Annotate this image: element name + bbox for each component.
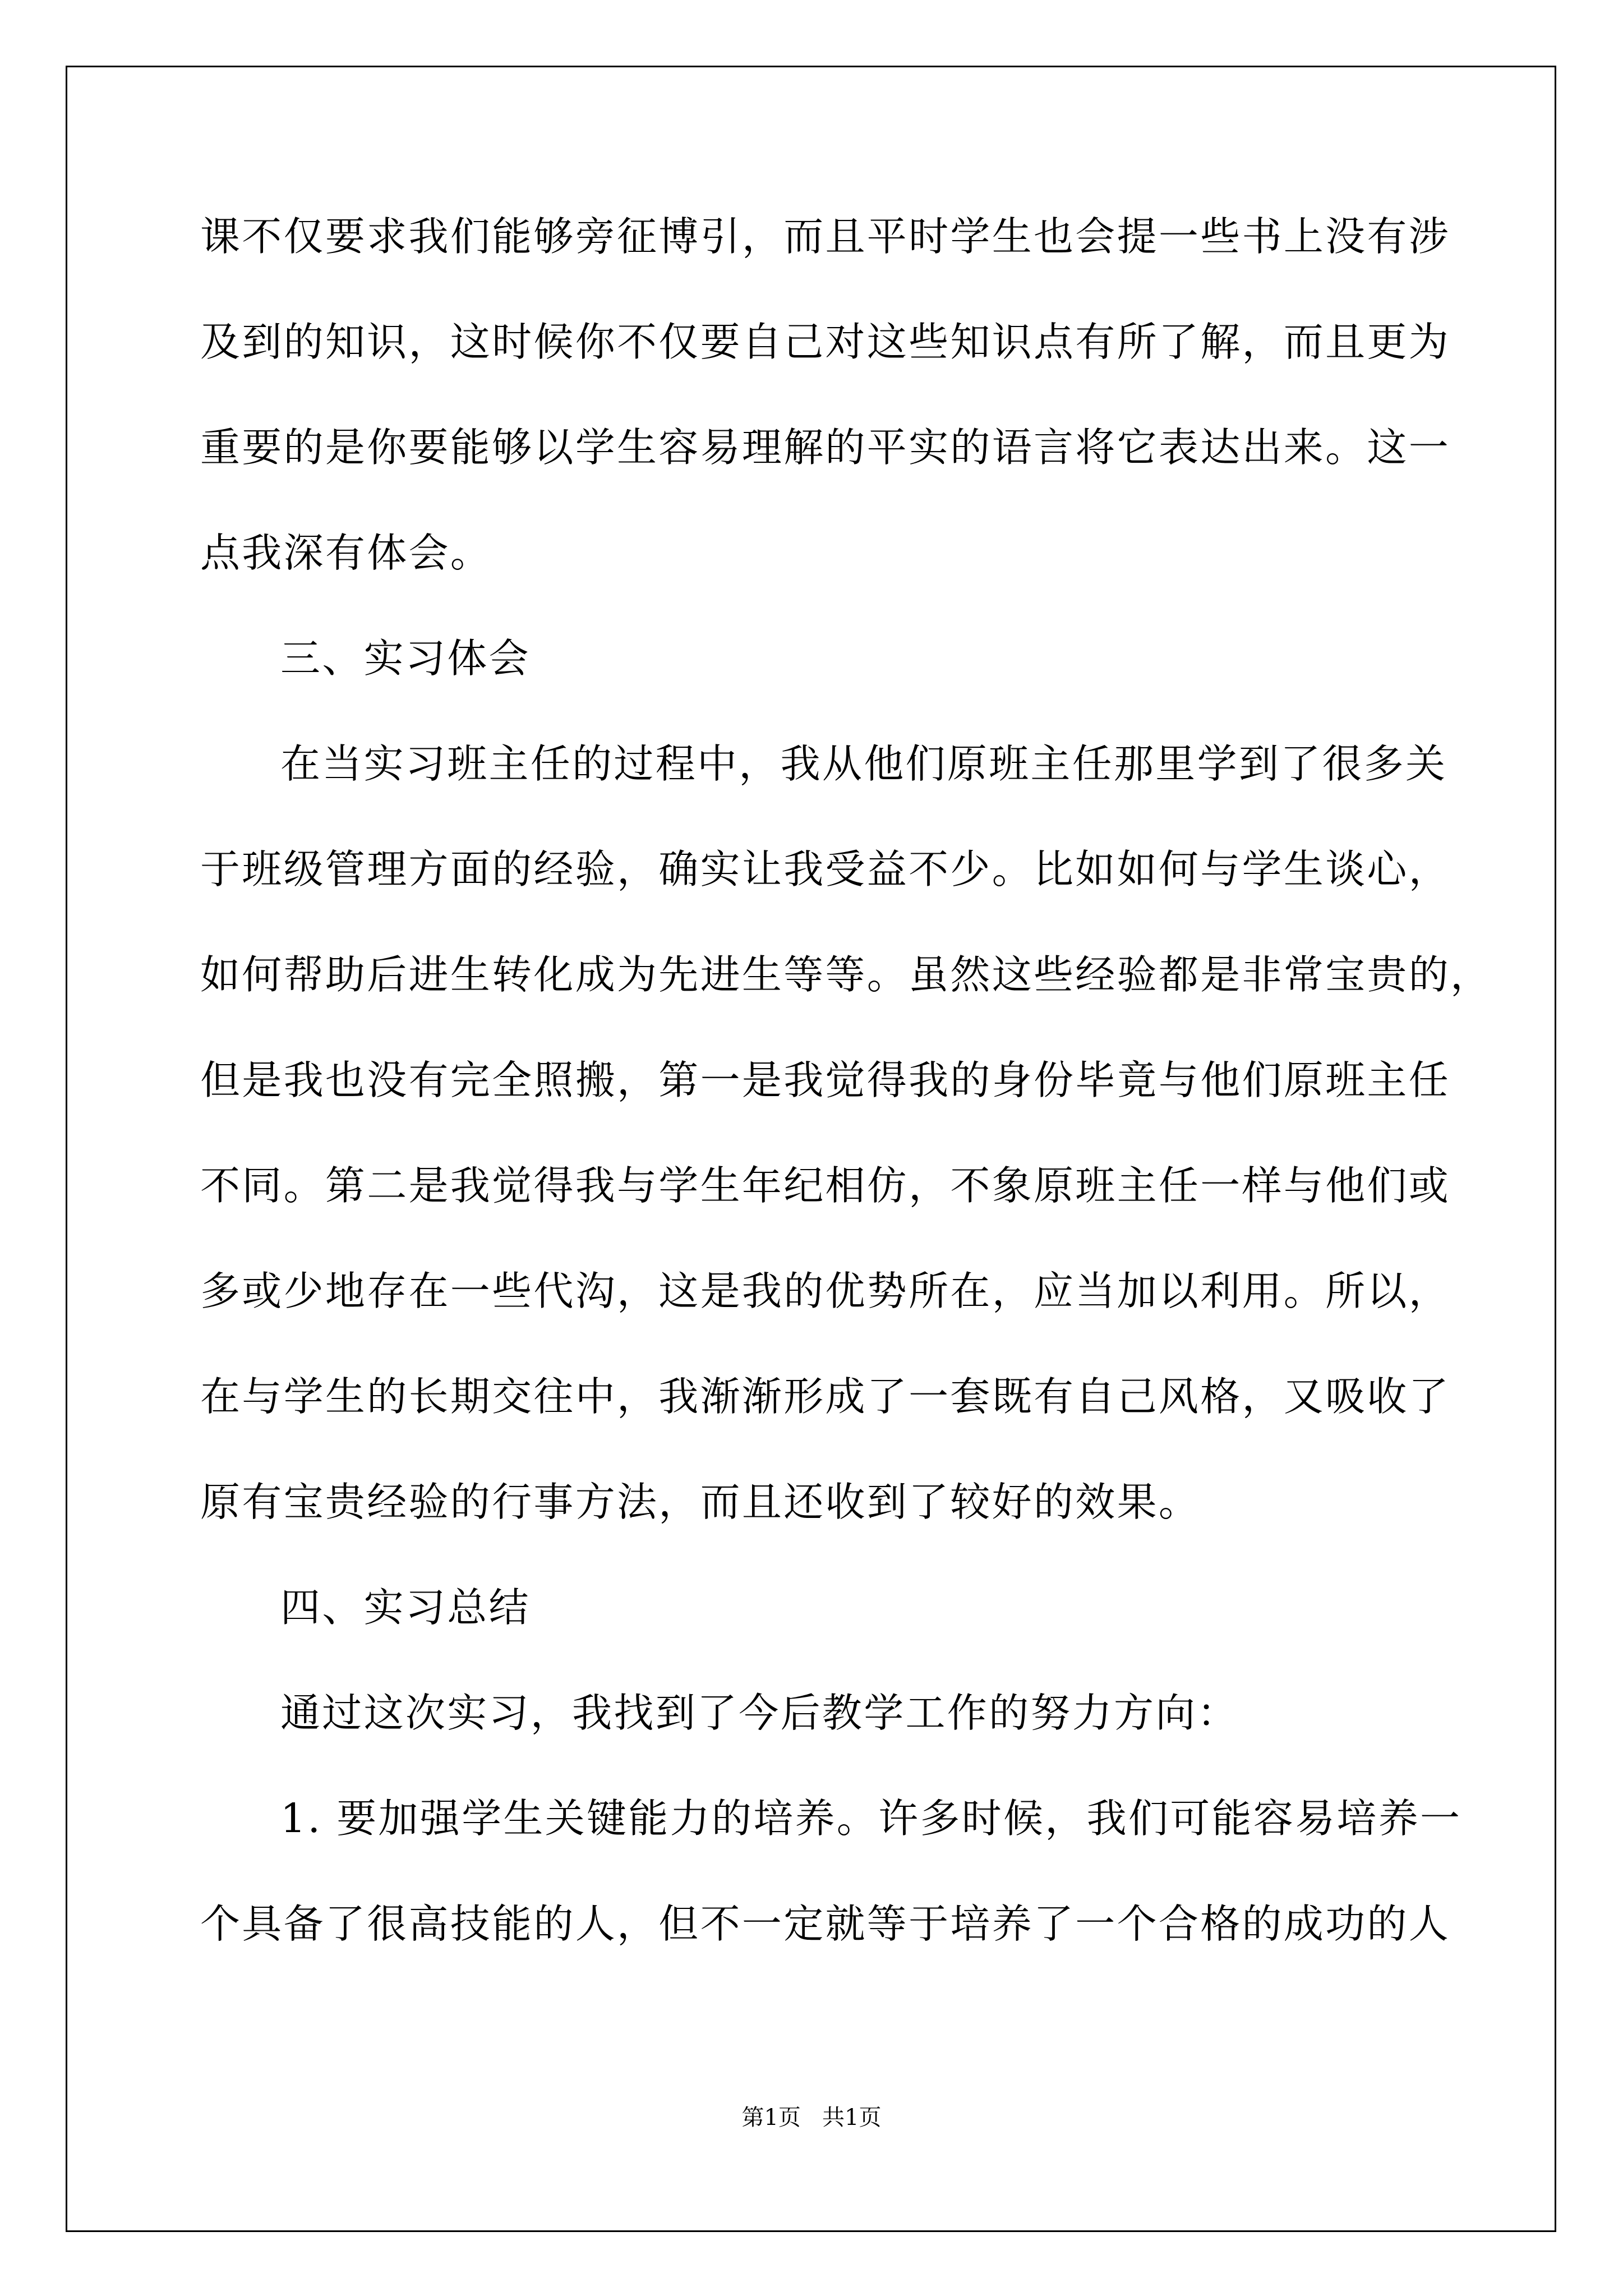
paragraph-line: 多或少地存在一些代沟，这是我的优势所在，应当加以利用。所以， — [200, 1268, 1451, 1314]
page-number-footer: 第1页 共1页 — [741, 2105, 882, 2131]
paragraph-line: 课不仅要求我们能够旁征博引，而且平时学生也会提一些书上没有涉 — [200, 213, 1451, 260]
paragraph-line: 通过这次实习，我找到了今后教学工作的努力方向： — [280, 1690, 1239, 1736]
paragraph-line: 但是我也没有完全照搬，第一是我觉得我的身份毕竟与他们原班主任 — [200, 1057, 1451, 1103]
paragraph-line: 及到的知识，这时候你不仅要自己对这些知识点有所了解，而且更为 — [200, 319, 1451, 365]
paragraph-line: 于班级管理方面的经验，确实让我受益不少。比如如何与学生谈心， — [200, 846, 1451, 892]
section-heading: 三、实习体会 — [280, 635, 531, 682]
paragraph-line: 在与学生的长期交往中，我渐渐形成了一套既有自己风格，又吸收了 — [200, 1373, 1451, 1420]
paragraph-line: 重要的是你要能够以学生容易理解的平实的语言将它表达出来。这一 — [200, 424, 1451, 471]
list-item-line: 1. 要加强学生关键能力的培养。许多时候，我们可能容易培养一 — [280, 1795, 1462, 1842]
paragraph-line: 个具备了很高技能的人，但不一定就等于培养了一个合格的成功的人 — [200, 1901, 1451, 1947]
paragraph-line: 在当实习班主任的过程中，我从他们原班主任那里学到了很多关 — [280, 740, 1447, 787]
paragraph-line: 不同。第二是我觉得我与学生年纪相仿，不象原班主任一样与他们或 — [200, 1162, 1451, 1209]
paragraph-line: 点我深有体会。 — [200, 530, 492, 576]
paragraph-line: 如何帮助后进生转化成为先进生等等。虽然这些经验都是非常宝贵的， — [200, 951, 1492, 998]
section-heading: 四、实习总结 — [280, 1584, 531, 1631]
paragraph-line: 原有宝贵经验的行事方法，而且还收到了较好的效果。 — [200, 1479, 1201, 1525]
